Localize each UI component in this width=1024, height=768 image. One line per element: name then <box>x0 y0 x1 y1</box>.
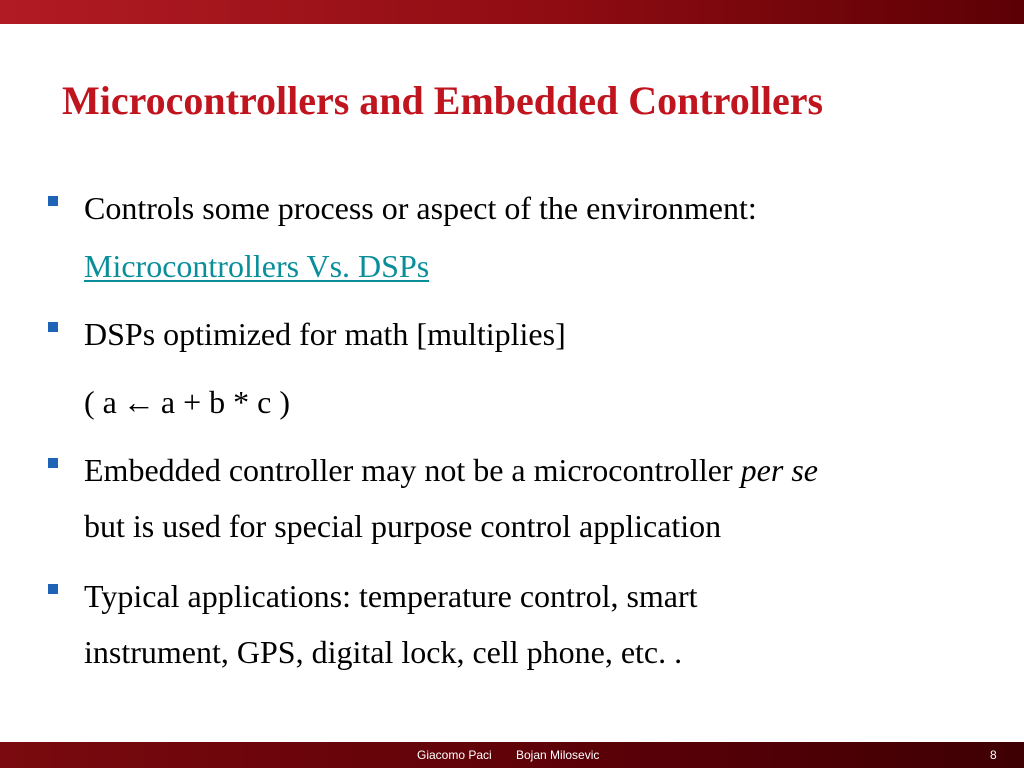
footer-author-1: Giacomo Paci <box>417 748 492 762</box>
slide-footer <box>0 742 1024 768</box>
slide-title: Microcontrollers and Embedded Controllers <box>62 78 824 123</box>
formula-rest: a + b * c ) <box>160 384 290 420</box>
bullet-marker-icon <box>48 584 58 594</box>
dsp-comparison-link[interactable]: Microcontrollers Vs. DSPs <box>84 248 430 284</box>
formula-open: ( a <box>84 384 117 420</box>
bullet-1-text: Controls some process or aspect of the environment: <box>84 190 757 226</box>
bullet-3-text <box>84 450 818 490</box>
bullet-3-italic: per se <box>740 452 818 488</box>
left-arrow-icon: ← <box>122 384 155 420</box>
bullet-2-text: DSPs optimized for math [multiplies] <box>84 316 566 352</box>
formula-line <box>84 382 290 422</box>
bullet-marker-icon <box>48 196 58 206</box>
bullet-4-line-2: instrument, GPS, digital lock, cell phone, etc. . <box>84 634 683 670</box>
bullet-3-main: Embedded controller may not be a microcontroller <box>84 452 741 488</box>
bullet-marker-icon <box>48 322 58 332</box>
bullet-marker-icon <box>48 458 58 468</box>
bullet-4-line-1: Typical applications: temperature control, smart <box>84 578 698 614</box>
page-number: 8 <box>990 748 997 762</box>
bullet-1-link-line <box>84 246 429 286</box>
footer-author-2: Bojan Milosevic <box>516 748 600 762</box>
bullet-3-continuation: but is used for special purpose control application <box>84 508 722 544</box>
